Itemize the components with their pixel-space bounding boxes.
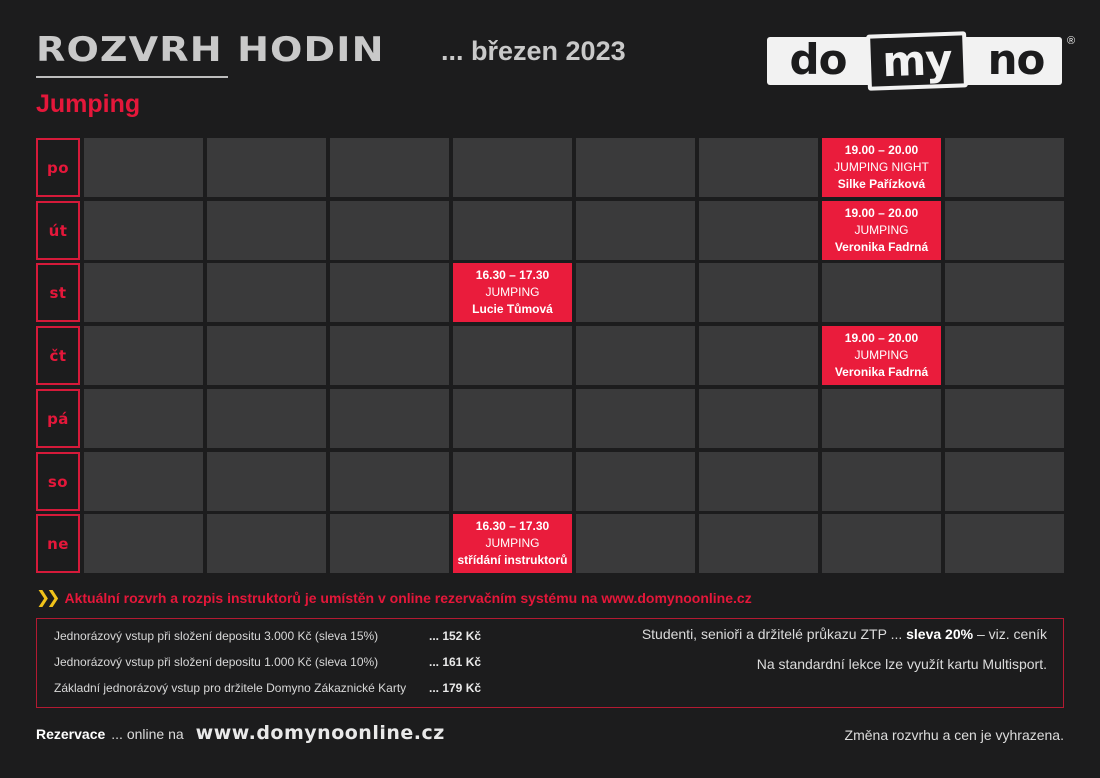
empty-slot bbox=[576, 326, 695, 385]
empty-slot bbox=[453, 389, 572, 448]
empty-slot bbox=[945, 138, 1064, 197]
page-title-block bbox=[36, 30, 626, 70]
event-time: 16.30 – 17.30 bbox=[475, 519, 550, 533]
discount-post: – viz. ceník bbox=[973, 626, 1047, 642]
empty-slot bbox=[84, 326, 203, 385]
empty-slot bbox=[330, 326, 449, 385]
empty-slot bbox=[945, 452, 1064, 511]
day-label: čt bbox=[36, 326, 80, 385]
event-time: 19.00 – 20.00 bbox=[844, 143, 919, 157]
empty-slot bbox=[84, 263, 203, 322]
price-value-2: ... 161 Kč bbox=[429, 655, 482, 669]
empty-slot bbox=[330, 138, 449, 197]
empty-slot bbox=[330, 389, 449, 448]
empty-slot bbox=[822, 389, 941, 448]
empty-slot bbox=[453, 138, 572, 197]
empty-slot bbox=[576, 514, 695, 573]
event-time: 16.30 – 17.30 bbox=[475, 268, 550, 282]
event-name: JUMPING bbox=[485, 285, 540, 299]
domyno-logo bbox=[767, 34, 1076, 87]
price-label-3: Základní jednorázový vstup pro držitele Domyno Zákaznické Karty bbox=[54, 681, 407, 695]
empty-slot bbox=[84, 201, 203, 260]
event-instructor: Silke Pařízková bbox=[837, 177, 926, 191]
price-label-2: Jednorázový vstup při složení depositu 1.000 Kč (sleva 10%) bbox=[54, 655, 379, 669]
empty-slot bbox=[699, 263, 818, 322]
empty-slot bbox=[822, 514, 941, 573]
empty-slot bbox=[699, 389, 818, 448]
empty-slot bbox=[945, 514, 1064, 573]
page-subtitle: ... březen 2023 bbox=[441, 36, 626, 66]
empty-slot bbox=[576, 452, 695, 511]
empty-slot bbox=[822, 263, 941, 322]
reservation-footer bbox=[36, 722, 445, 744]
class-event[interactable] bbox=[822, 201, 941, 260]
class-event[interactable] bbox=[822, 138, 941, 197]
online-schedule-note bbox=[36, 588, 752, 608]
page-title: ROZVRH HODIN bbox=[36, 30, 385, 70]
empty-slot bbox=[576, 138, 695, 197]
empty-slot bbox=[84, 452, 203, 511]
disclaimer: Změna rozvrhu a cen je vyhrazena. bbox=[844, 727, 1064, 743]
discount-note bbox=[642, 626, 1047, 642]
event-name: JUMPING NIGHT bbox=[834, 160, 929, 174]
section-title: Jumping bbox=[36, 90, 141, 118]
empty-slot bbox=[84, 389, 203, 448]
event-name: JUMPING bbox=[854, 348, 909, 362]
logo-part-my: my bbox=[866, 31, 968, 90]
empty-slot bbox=[576, 389, 695, 448]
empty-slot bbox=[822, 452, 941, 511]
price-value-1: ... 152 Kč bbox=[429, 629, 482, 643]
event-time: 19.00 – 20.00 bbox=[844, 206, 919, 220]
event-name: JUMPING bbox=[485, 536, 540, 550]
reservation-url-link[interactable]: www.domynoonline.cz bbox=[195, 722, 445, 744]
double-chevron-icon: ❯❯ bbox=[36, 588, 57, 608]
empty-slot bbox=[945, 389, 1064, 448]
empty-slot bbox=[699, 452, 818, 511]
reservation-label: Rezervace bbox=[36, 726, 106, 742]
empty-slot bbox=[84, 138, 203, 197]
empty-slot bbox=[330, 452, 449, 511]
price-label-1: Jednorázový vstup při složení depositu 3.000 Kč (sleva 15%) bbox=[54, 629, 379, 643]
empty-slot bbox=[330, 514, 449, 573]
event-name: JUMPING bbox=[854, 223, 909, 237]
empty-slot bbox=[699, 201, 818, 260]
empty-slot bbox=[207, 138, 326, 197]
event-time: 19.00 – 20.00 bbox=[844, 331, 919, 345]
event-instructor: Lucie Tůmová bbox=[472, 302, 553, 316]
registered-mark: ® bbox=[1067, 35, 1076, 47]
empty-slot bbox=[207, 201, 326, 260]
class-event[interactable] bbox=[453, 263, 572, 322]
logo-part-do: do bbox=[789, 35, 847, 84]
empty-slot bbox=[330, 263, 449, 322]
day-label: po bbox=[36, 138, 80, 197]
event-instructor: Veronika Fadrná bbox=[834, 365, 929, 379]
empty-slot bbox=[207, 389, 326, 448]
day-label: so bbox=[36, 452, 80, 511]
price-value-3: ... 179 Kč bbox=[429, 681, 482, 695]
day-label: pá bbox=[36, 389, 80, 448]
empty-slot bbox=[207, 263, 326, 322]
empty-slot bbox=[330, 201, 449, 260]
empty-slot bbox=[207, 326, 326, 385]
empty-slot bbox=[945, 263, 1064, 322]
multisport-note: Na standardní lekce lze využít kartu Multisport. bbox=[756, 656, 1047, 672]
empty-slot bbox=[84, 514, 203, 573]
reservation-text: ... online na bbox=[111, 726, 184, 742]
empty-slot bbox=[576, 263, 695, 322]
discount-pre: Studenti, senioři a držitelé průkazu ZTP ... bbox=[641, 626, 907, 642]
empty-slot bbox=[453, 452, 572, 511]
day-label: ne bbox=[36, 514, 80, 573]
class-event[interactable] bbox=[453, 514, 572, 573]
empty-slot bbox=[699, 138, 818, 197]
event-instructor: Veronika Fadrná bbox=[834, 240, 929, 254]
empty-slot bbox=[453, 201, 572, 260]
logo-part-no: no bbox=[987, 35, 1045, 84]
empty-slot bbox=[453, 326, 572, 385]
class-event[interactable] bbox=[822, 326, 941, 385]
event-instructor: střídání instruktorů bbox=[457, 553, 568, 567]
empty-slot bbox=[945, 326, 1064, 385]
empty-slot bbox=[699, 514, 818, 573]
pricing-box bbox=[36, 618, 1064, 708]
empty-slot bbox=[945, 201, 1064, 260]
day-label: út bbox=[36, 201, 80, 260]
empty-slot bbox=[699, 326, 818, 385]
title-underline bbox=[36, 76, 228, 78]
day-label: st bbox=[36, 263, 80, 322]
empty-slot bbox=[207, 514, 326, 573]
empty-slot bbox=[207, 452, 326, 511]
empty-slot bbox=[576, 201, 695, 260]
discount-bold: sleva 20% bbox=[906, 626, 974, 642]
note-text: Aktuální rozvrh a rozpis instruktorů je umístěn v online rezervačním systému na www.domynoonline.cz bbox=[64, 590, 752, 606]
